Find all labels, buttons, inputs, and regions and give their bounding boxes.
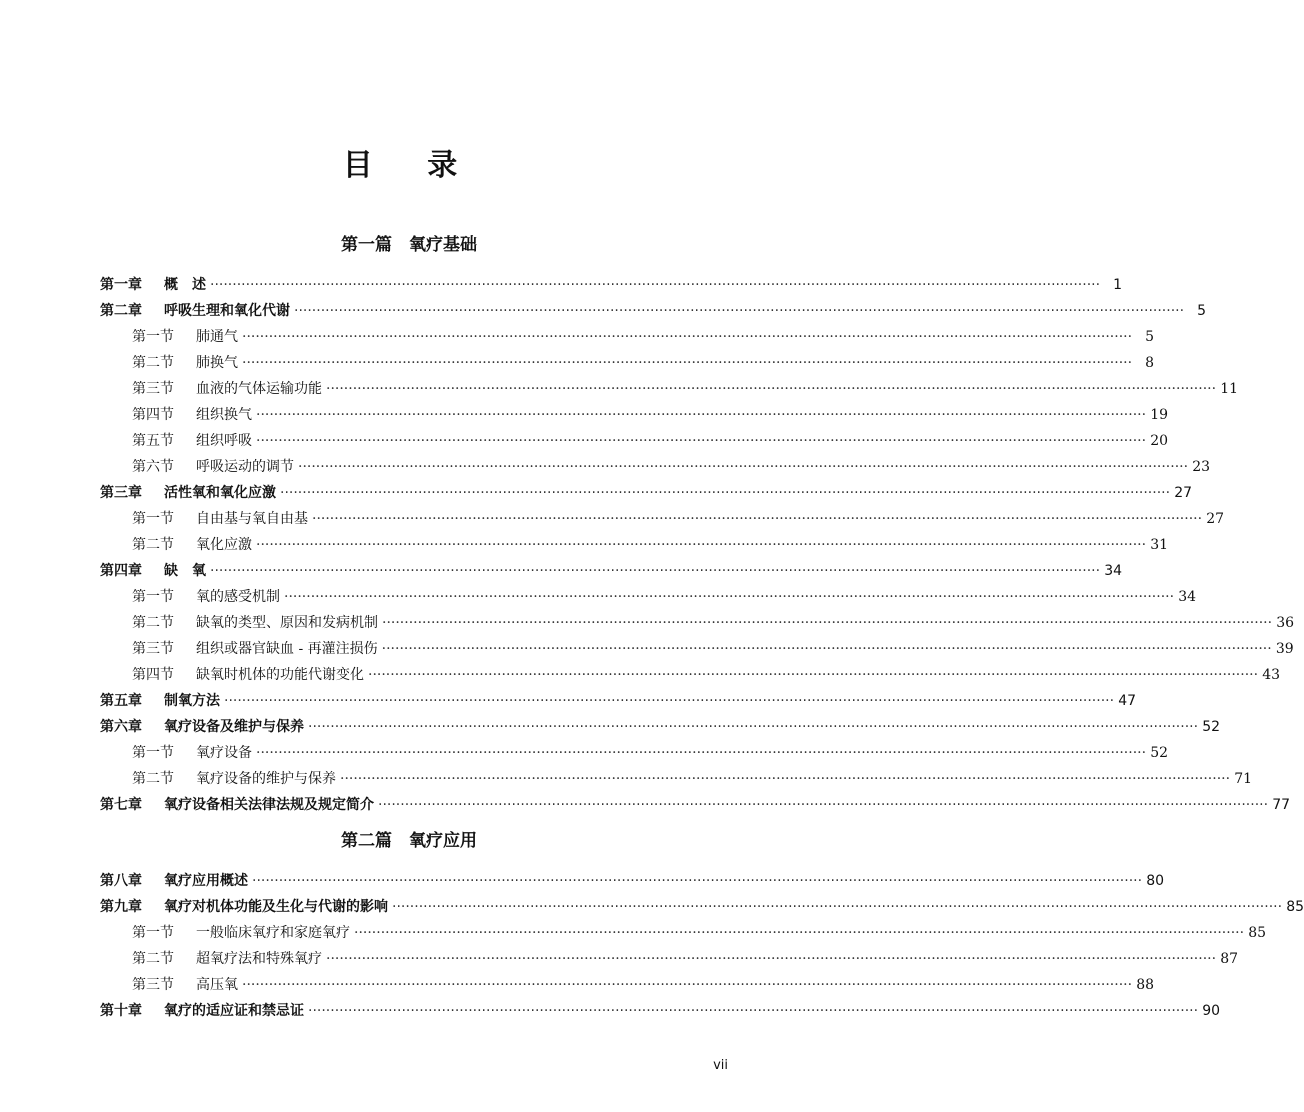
entry-number: 第二节: [132, 355, 174, 371]
entry-title: 缺 氧: [164, 563, 206, 579]
entry-title: 氧的感受机制: [196, 589, 280, 605]
dot-leader: ········································································································································································································: [284, 589, 1175, 605]
toc-section-entry[interactable]: [100, 350, 1155, 376]
entry-number: 第三节: [132, 977, 174, 993]
entry-number: 第六节: [132, 459, 174, 475]
page-folio: vii: [713, 1058, 728, 1073]
entry-number: 第三章: [100, 485, 142, 501]
dot-leader: ········································································································································································································: [242, 977, 1133, 993]
entry-title: 氧疗设备的维护与保养: [196, 771, 336, 787]
toc-section-entry[interactable]: [100, 610, 1295, 636]
toc-section-entry[interactable]: [100, 584, 1197, 610]
dot-leader: ········································································································································································································: [340, 771, 1231, 787]
page-title: 目 录: [342, 148, 480, 183]
toc-chapter-entry[interactable]: [100, 792, 1291, 818]
entry-number: 第一章: [100, 277, 142, 293]
dot-leader: ········································································································································································································: [256, 407, 1147, 423]
entry-page-number: 43: [1262, 667, 1281, 683]
entry-page-number: 23: [1192, 459, 1211, 475]
entry-number: 第一节: [132, 745, 174, 761]
entry-page-number: 34: [1178, 589, 1197, 605]
entry-title: 氧化应激: [196, 537, 252, 553]
entry-title: 肺换气: [196, 355, 238, 371]
dot-leader: ········································································································································································································: [298, 459, 1189, 475]
entry-page-number: 52: [1150, 745, 1169, 761]
entry-page-number: 27: [1174, 485, 1193, 501]
entry-title: 概 述: [164, 277, 206, 293]
entry-page-number: 1: [1113, 277, 1123, 293]
entry-title: 呼吸生理和氧化代谢: [164, 303, 290, 319]
entry-page-number: 31: [1150, 537, 1169, 553]
dot-leader: ········································································································································································································: [252, 873, 1143, 889]
entry-title: 超氧疗法和特殊氧疗: [196, 951, 322, 967]
entry-number: 第十章: [100, 1003, 142, 1019]
dot-leader: ········································································································································································································: [326, 951, 1217, 967]
dot-leader: ········································································································································································································: [242, 355, 1133, 371]
entry-title: 血液的气体运输功能: [196, 381, 322, 397]
table-of-contents: [100, 232, 1304, 1024]
dot-leader: ········································································································································································································: [368, 667, 1259, 683]
dot-leader: ········································································································································································································: [210, 277, 1101, 293]
toc-section-entry[interactable]: [100, 376, 1239, 402]
entry-title: 氧疗的适应证和禁忌证: [164, 1003, 304, 1019]
entry-number: 第二节: [132, 951, 174, 967]
entry-number: 第二节: [132, 537, 174, 553]
entry-title: 组织换气: [196, 407, 252, 423]
entry-page-number: 27: [1206, 511, 1225, 527]
dot-leader: ········································································································································································································: [308, 719, 1199, 735]
dot-leader: ········································································································································································································: [256, 745, 1147, 761]
toc-section-entry[interactable]: [100, 636, 1294, 662]
toc-section-entry[interactable]: [100, 454, 1211, 480]
entry-number: 第四章: [100, 563, 142, 579]
entry-title: 肺通气: [196, 329, 238, 345]
entry-page-number: 36: [1276, 615, 1295, 631]
entry-page-number: 5: [1197, 303, 1207, 319]
dot-leader: ········································································································································································································: [382, 615, 1273, 631]
part-heading: 第一篇 氧疗基础: [341, 235, 477, 255]
toc-chapter-entry[interactable]: [100, 298, 1207, 324]
entry-number: 第六章: [100, 719, 142, 735]
entry-page-number: 52: [1202, 719, 1221, 735]
entry-page-number: 19: [1150, 407, 1169, 423]
part-heading: 第二篇 氧疗应用: [341, 831, 477, 851]
toc-section-entry[interactable]: [100, 920, 1267, 946]
entry-number: 第四节: [132, 667, 174, 683]
entry-number: 第一节: [132, 925, 174, 941]
toc-chapter-entry[interactable]: [100, 558, 1123, 584]
toc-section-entry[interactable]: [100, 662, 1281, 688]
dot-leader: ········································································································································································································: [294, 303, 1185, 319]
entry-title: 氧疗设备: [196, 745, 252, 761]
entry-number: 第一节: [132, 511, 174, 527]
toc-section-entry[interactable]: [100, 428, 1169, 454]
toc-section-entry[interactable]: [100, 972, 1155, 998]
entry-page-number: 90: [1202, 1003, 1221, 1019]
entry-title: 组织呼吸: [196, 433, 252, 449]
dot-leader: ········································································································································································································: [210, 563, 1101, 579]
toc-chapter-entry[interactable]: [100, 272, 1123, 298]
entry-title: 缺氧的类型、原因和发病机制: [196, 615, 378, 631]
dot-leader: ········································································································································································································: [378, 797, 1269, 813]
entry-number: 第五节: [132, 433, 174, 449]
toc-section-entry[interactable]: [100, 506, 1225, 532]
entry-page-number: 88: [1136, 977, 1155, 993]
toc-section-entry[interactable]: [100, 740, 1169, 766]
entry-title: 高压氧: [196, 977, 238, 993]
dot-leader: ········································································································································································································: [224, 693, 1115, 709]
entry-page-number: 77: [1272, 797, 1291, 813]
toc-chapter-entry[interactable]: [100, 894, 1304, 920]
entry-number: 第九章: [100, 899, 142, 915]
toc-chapter-entry[interactable]: [100, 688, 1137, 714]
entry-page-number: 39: [1275, 641, 1294, 657]
toc-section-entry[interactable]: [100, 766, 1253, 792]
dot-leader: ········································································································································································································: [256, 433, 1147, 449]
entry-title: 制氧方法: [164, 693, 220, 709]
entry-title: 氧疗对机体功能及生化与代谢的影响: [164, 899, 388, 915]
entry-number: 第二节: [132, 771, 174, 787]
entry-title: 自由基与氧自由基: [196, 511, 308, 527]
entry-title: 氧疗应用概述: [164, 873, 248, 889]
entry-number: 第三节: [132, 381, 174, 397]
entry-page-number: 20: [1150, 433, 1169, 449]
entry-number: 第一节: [132, 589, 174, 605]
entry-title: 呼吸运动的调节: [196, 459, 294, 475]
dot-leader: ········································································································································································································: [312, 511, 1203, 527]
toc-chapter-entry[interactable]: [100, 714, 1221, 740]
toc-chapter-entry[interactable]: [100, 868, 1165, 894]
toc-chapter-entry[interactable]: [100, 998, 1221, 1024]
entry-page-number: 71: [1234, 771, 1253, 787]
entry-page-number: 47: [1118, 693, 1137, 709]
entry-page-number: 85: [1248, 925, 1267, 941]
entry-page-number: 85: [1286, 899, 1304, 915]
entry-title: 氧疗设备及维护与保养: [164, 719, 304, 735]
entry-title: 一般临床氧疗和家庭氧疗: [196, 925, 350, 941]
dot-leader: ········································································································································································································: [392, 899, 1283, 915]
entry-number: 第二节: [132, 615, 174, 631]
toc-section-entry[interactable]: [100, 402, 1169, 428]
entry-number: 第二章: [100, 303, 142, 319]
entry-number: 第五章: [100, 693, 142, 709]
dot-leader: ········································································································································································································: [326, 381, 1217, 397]
entry-title: 组织或器官缺血 - 再灌注损伤: [196, 641, 378, 657]
toc-section-entry[interactable]: [100, 532, 1169, 558]
dot-leader: ········································································································································································································: [242, 329, 1133, 345]
entry-page-number: 5: [1145, 329, 1155, 345]
entry-page-number: 11: [1220, 381, 1239, 397]
entry-page-number: 34: [1104, 563, 1123, 579]
dot-leader: ········································································································································································································: [256, 537, 1147, 553]
toc-section-entry[interactable]: [100, 324, 1155, 350]
entry-title: 缺氧时机体的功能代谢变化: [196, 667, 364, 683]
entry-number: 第一节: [132, 329, 174, 345]
toc-section-entry[interactable]: [100, 946, 1239, 972]
entry-page-number: 80: [1146, 873, 1165, 889]
dot-leader: ········································································································································································································: [280, 485, 1171, 501]
entry-title: 活性氧和氧化应激: [164, 485, 276, 501]
entry-page-number: 8: [1145, 355, 1155, 371]
dot-leader: ········································································································································································································: [381, 641, 1272, 657]
dot-leader: ········································································································································································································: [354, 925, 1245, 941]
entry-page-number: 87: [1220, 951, 1239, 967]
entry-title: 氧疗设备相关法律法规及规定简介: [164, 797, 374, 813]
entry-number: 第七章: [100, 797, 142, 813]
entry-number: 第四节: [132, 407, 174, 423]
toc-chapter-entry[interactable]: [100, 480, 1193, 506]
entry-number: 第八章: [100, 873, 142, 889]
dot-leader: ········································································································································································································: [308, 1003, 1199, 1019]
entry-number: 第三节: [132, 641, 174, 657]
